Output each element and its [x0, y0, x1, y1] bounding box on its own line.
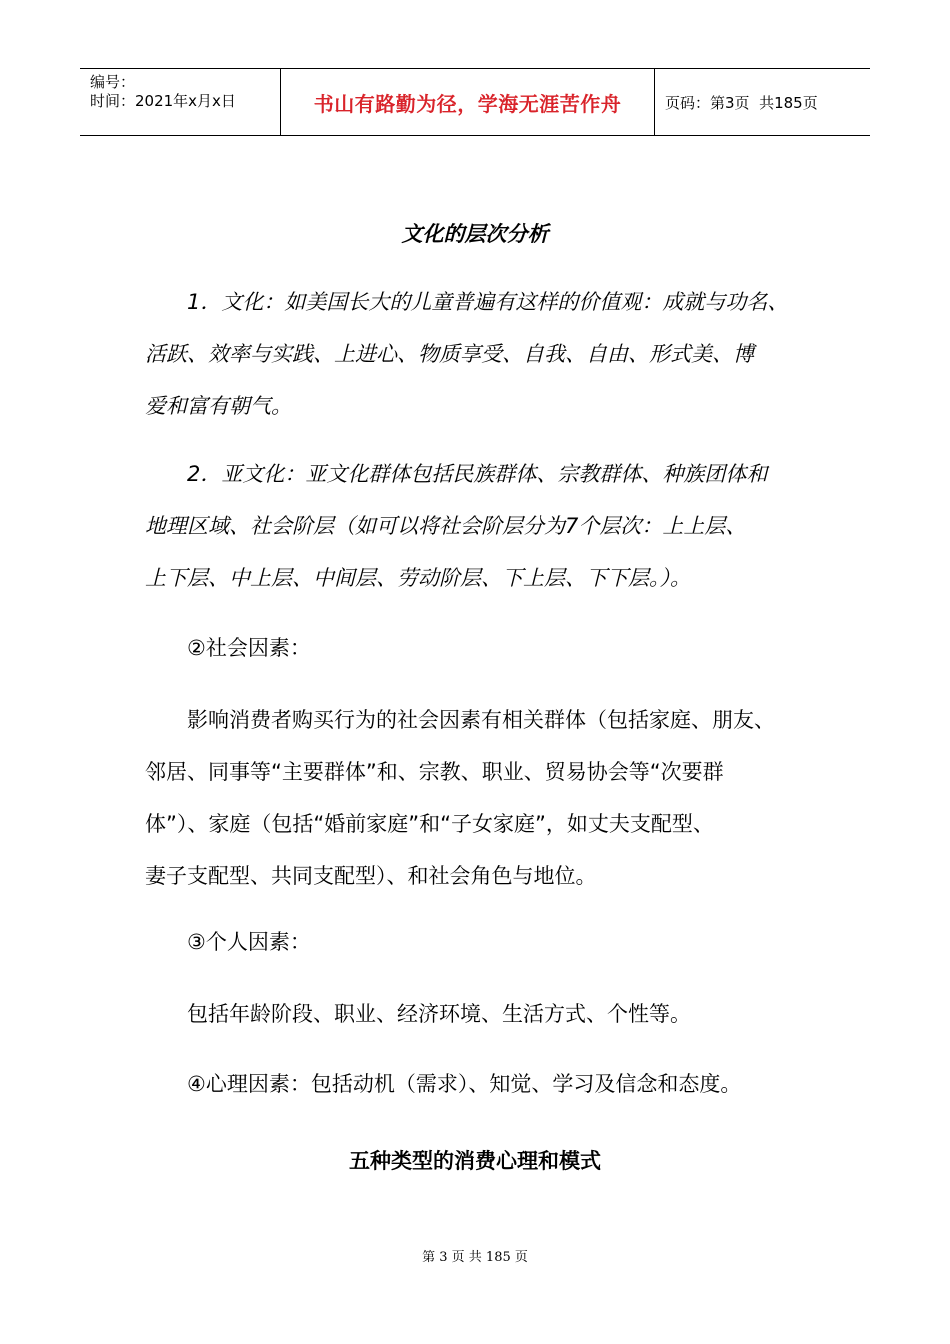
- personal-factors-heading: ③个人因素：: [187, 930, 311, 954]
- psychological-factors: ④心理因素：包括动机（需求）、知觉、学习及信念和态度。: [187, 1072, 742, 1096]
- paragraph-line: 邻居、同事等“主要群体”和、宗教、职业、贸易协会等“次要群: [145, 760, 724, 784]
- paragraph-line: 地理区域、社会阶层（如可以将社会阶层分为7个层次：上上层、: [145, 514, 747, 538]
- paragraph-personal-factors: 包括年龄阶段、职业、经济环境、生活方式、个性等。: [187, 1002, 691, 1026]
- section-title: 文化的层次分析: [401, 222, 549, 246]
- paragraph-social-factors: [145, 694, 815, 902]
- header-motto: 书山有路勤为径，学海无涯苦作舟: [281, 69, 655, 135]
- paragraph-line: 妻子支配型、共同支配型）、和社会角色与地位。: [145, 864, 597, 888]
- header-page-info: [655, 69, 870, 135]
- page-footer: 第 3 页 共 185 页: [422, 1250, 528, 1265]
- header-time: 时间：2021年x月x日: [90, 92, 236, 110]
- header-meta: [80, 69, 281, 135]
- social-factors-heading: ②社会因素：: [187, 636, 311, 660]
- paragraph-subculture: [145, 448, 815, 604]
- header-number: 编号：: [90, 73, 136, 91]
- header-page-label: 页码：第3页 共185页: [665, 93, 818, 112]
- paragraph-line: 爱和富有朝气。: [145, 394, 292, 418]
- page-header: [80, 68, 870, 136]
- section-heading-consumer-psychology: 五种类型的消费心理和模式: [349, 1149, 601, 1173]
- paragraph-culture: [145, 276, 815, 432]
- paragraph-line: 1．文化：如美国长大的儿童普遍有这样的价值观：成就与功名、: [187, 290, 789, 314]
- paragraph-line: 上下层、中上层、中间层、劳动阶层、下上层、下下层。）。: [145, 566, 691, 590]
- paragraph-line: 影响消费者购买行为的社会因素有相关群体（包括家庭、朋友、: [187, 708, 775, 732]
- paragraph-line: 2．亚文化：亚文化群体包括民族群体、宗教群体、种族团体和: [187, 462, 768, 486]
- paragraph-line: 活跃、效率与实践、上进心、物质享受、自我、自由、形式美、博: [145, 342, 754, 366]
- paragraph-line: 体”）、家庭（包括“婚前家庭”和“子女家庭”，如丈夫支配型、: [145, 812, 714, 836]
